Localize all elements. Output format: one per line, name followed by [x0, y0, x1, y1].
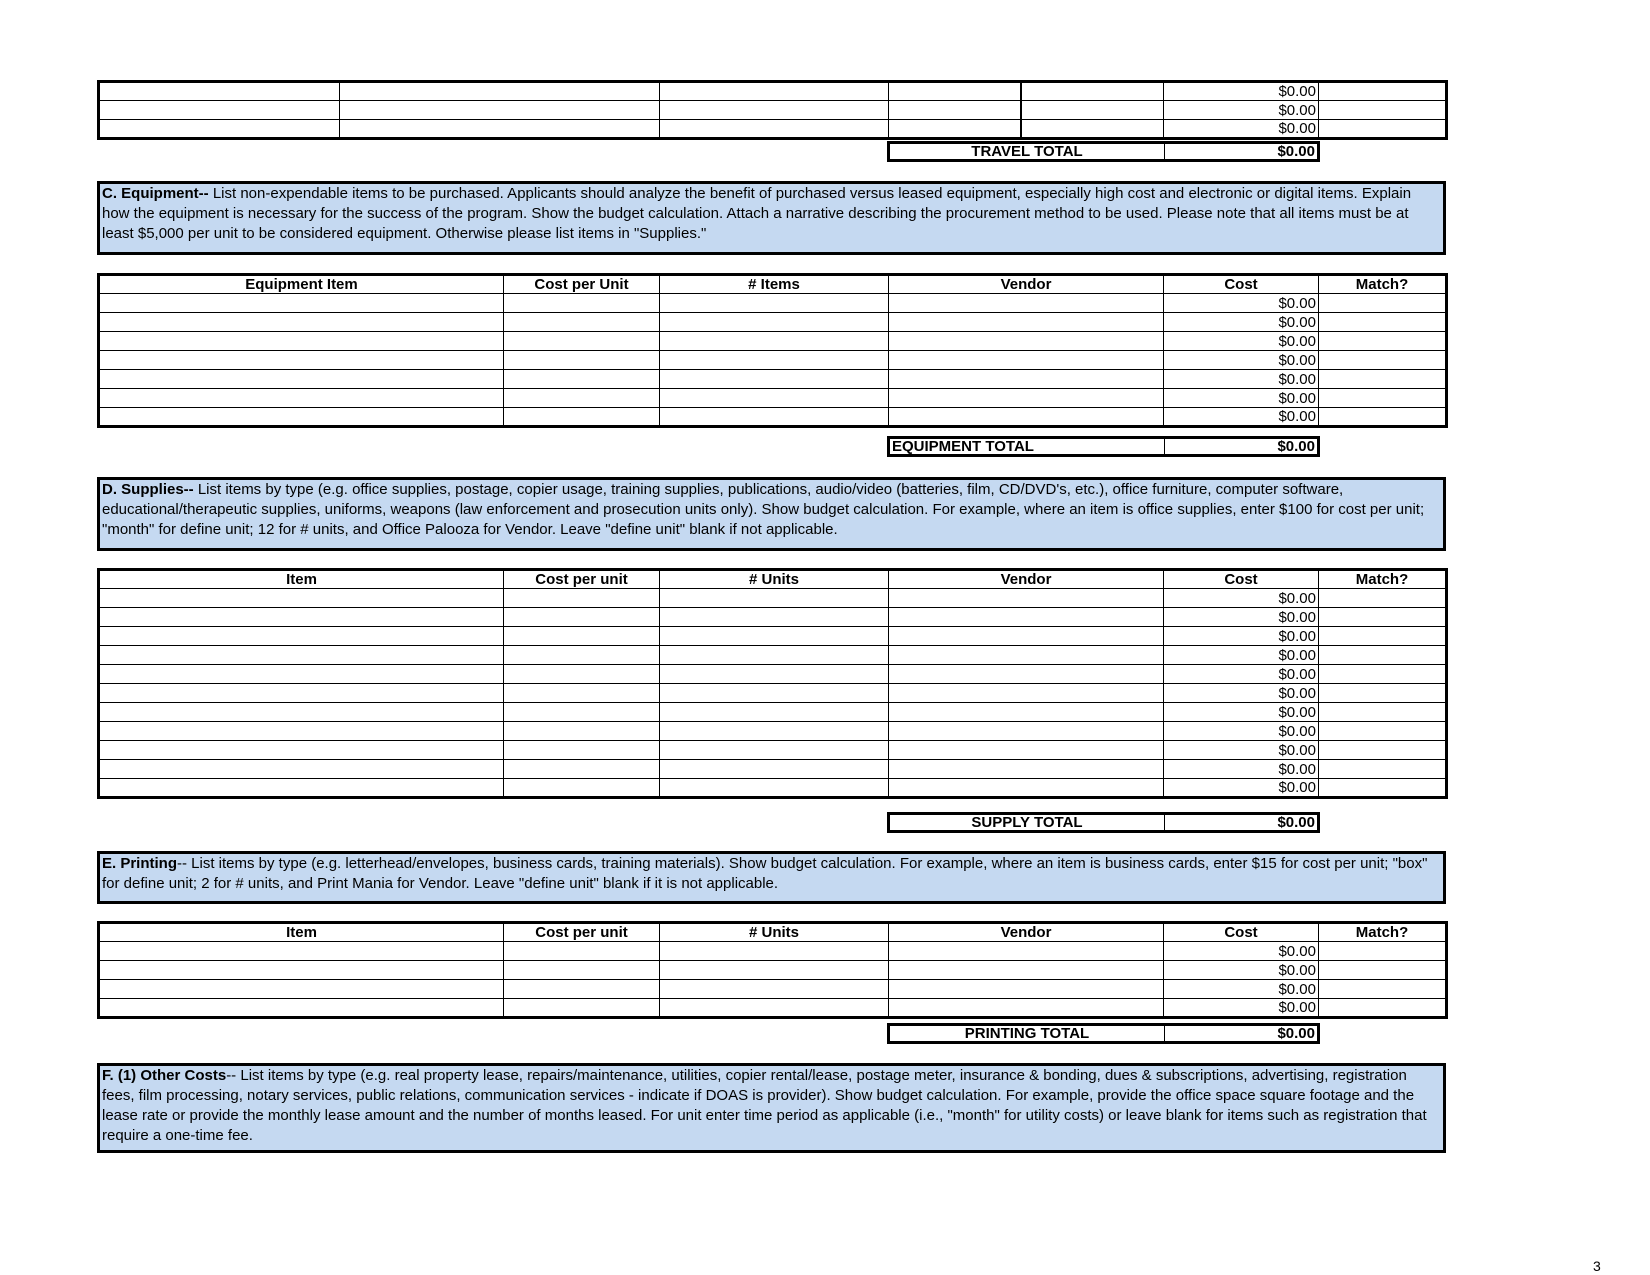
entry-cell[interactable] [1319, 942, 1447, 961]
column-header: # Units [660, 570, 889, 589]
printing-note-title: E. Printing [102, 855, 177, 872]
entry-cell[interactable] [1319, 760, 1447, 779]
supplies-table [97, 568, 1448, 799]
entry-cell[interactable] [889, 961, 1164, 980]
entry-cell[interactable] [504, 942, 660, 961]
entry-cell[interactable] [504, 408, 660, 427]
table-header-row [99, 923, 1447, 942]
equipment-total-row [887, 436, 1320, 457]
column-header: Vendor [889, 570, 1164, 589]
table-row [99, 942, 1447, 961]
entry-cell[interactable] [660, 408, 889, 427]
table-row [99, 627, 1447, 646]
entry-cell[interactable] [889, 332, 1164, 351]
entry-cell[interactable] [99, 589, 504, 608]
table-row [99, 389, 1447, 408]
column-header: Cost [1164, 923, 1319, 942]
cost-cell: $0.00 [1164, 408, 1319, 427]
cost-cell: $0.00 [1164, 332, 1319, 351]
entry-cell[interactable] [99, 646, 504, 665]
entry-cell[interactable] [99, 351, 504, 370]
entry-cell[interactable] [504, 589, 660, 608]
entry-cell[interactable] [889, 627, 1164, 646]
printing-total-value: $0.00 [1277, 1025, 1315, 1042]
column-header: Cost [1164, 275, 1319, 294]
entry-cell[interactable] [504, 779, 660, 798]
supplies-note-title: D. Supplies-- [102, 481, 194, 498]
entry-cell[interactable] [99, 120, 340, 139]
entry-cell[interactable] [1319, 294, 1447, 313]
printing-table [97, 921, 1448, 1019]
entry-cell[interactable] [889, 101, 1021, 120]
entry-cell[interactable] [99, 722, 504, 741]
entry-cell[interactable] [99, 980, 504, 999]
entry-cell[interactable] [1319, 313, 1447, 332]
cost-cell: $0.00 [1164, 999, 1319, 1018]
entry-cell[interactable] [889, 646, 1164, 665]
entry-cell[interactable] [1319, 332, 1447, 351]
cost-cell: $0.00 [1164, 665, 1319, 684]
entry-cell[interactable] [660, 703, 889, 722]
entry-cell[interactable] [504, 332, 660, 351]
column-header: Match? [1319, 275, 1447, 294]
entry-cell[interactable] [889, 370, 1164, 389]
equipment-total-value: $0.00 [1277, 438, 1315, 455]
column-header: Cost per unit [504, 923, 660, 942]
cost-cell: $0.00 [1164, 741, 1319, 760]
entry-cell[interactable] [504, 389, 660, 408]
travel-table [97, 80, 1448, 140]
table-row [99, 589, 1447, 608]
entry-cell[interactable] [99, 82, 340, 101]
entry-cell[interactable] [660, 760, 889, 779]
equipment-table [97, 273, 1448, 428]
entry-cell[interactable] [99, 760, 504, 779]
entry-cell[interactable] [99, 389, 504, 408]
entry-cell[interactable] [889, 389, 1164, 408]
cost-cell: $0.00 [1164, 760, 1319, 779]
travel-total-label: TRAVEL TOTAL [890, 144, 1165, 159]
entry-cell[interactable] [660, 101, 889, 120]
entry-cell[interactable] [504, 741, 660, 760]
entry-cell[interactable] [660, 961, 889, 980]
entry-cell[interactable] [889, 665, 1164, 684]
cost-cell: $0.00 [1164, 389, 1319, 408]
cost-cell: $0.00 [1164, 120, 1319, 139]
cost-cell: $0.00 [1164, 779, 1319, 798]
entry-cell[interactable] [660, 294, 889, 313]
entry-cell[interactable] [504, 999, 660, 1018]
entry-cell[interactable] [1319, 389, 1447, 408]
entry-cell[interactable] [889, 589, 1164, 608]
entry-cell[interactable] [1319, 665, 1447, 684]
entry-cell[interactable] [889, 779, 1164, 798]
column-header: Item [99, 570, 504, 589]
equipment-note-text: List non-expendable items to be purchased. Applicants should analyze the benefit of purchased versus leased equipment, especially high cost and electronic or digital items. Explain how the equipment is necessary for the success of the program. Show the budget calculation. Attach a narrative describing the procurement method to be used. Please note that all items must be at least $5,000 per unit to be considered equipment. Otherwise please list items in "Supplies." [102, 185, 1412, 242]
table-row [99, 120, 1447, 139]
entry-cell[interactable] [660, 684, 889, 703]
table-row [99, 980, 1447, 999]
travel-total-value: $0.00 [1277, 143, 1315, 160]
cost-cell: $0.00 [1164, 961, 1319, 980]
column-header: # Units [660, 923, 889, 942]
entry-cell[interactable] [1021, 120, 1164, 139]
column-header: Vendor [889, 923, 1164, 942]
entry-cell[interactable] [1319, 779, 1447, 798]
entry-cell[interactable] [340, 82, 660, 101]
entry-cell[interactable] [1319, 961, 1447, 980]
entry-cell[interactable] [504, 627, 660, 646]
entry-cell[interactable] [1319, 646, 1447, 665]
entry-cell[interactable] [1319, 370, 1447, 389]
table-row [99, 684, 1447, 703]
entry-cell[interactable] [99, 999, 504, 1018]
entry-cell[interactable] [660, 120, 889, 139]
supplies-note-text: List items by type (e.g. office supplies, postage, copier usage, training supplies, publications, audio/video (batteries, film, CD/DVD's, etc.), office furniture, computer software, educational/therapeutic supplies, uniforms, weapons (law enforcement and prosecution units only). Show budget calculation. For example, where an item is office supplies, enter $100 for cost per unit; "month" for define unit; 12 for # units, and Office Palooza for Vendor. Leave "define unit" blank if not applicable. [102, 481, 1425, 538]
entry-cell[interactable] [1319, 627, 1447, 646]
entry-cell[interactable] [889, 82, 1021, 101]
page-number: 3 [1593, 1258, 1601, 1274]
cost-cell: $0.00 [1164, 608, 1319, 627]
cost-cell: $0.00 [1164, 351, 1319, 370]
other-costs-note-title: F. (1) Other Costs [102, 1067, 227, 1084]
printing-total-row [887, 1023, 1320, 1044]
column-header: Vendor [889, 275, 1164, 294]
entry-cell[interactable] [504, 980, 660, 999]
printing-total-label: PRINTING TOTAL [890, 1026, 1165, 1041]
supply-total-value: $0.00 [1277, 814, 1315, 831]
equipment-total-label: EQUIPMENT TOTAL [890, 439, 1165, 454]
entry-cell[interactable] [1319, 351, 1447, 370]
entry-cell[interactable] [660, 999, 889, 1018]
entry-cell[interactable] [1319, 741, 1447, 760]
cost-cell: $0.00 [1164, 980, 1319, 999]
table-row [99, 646, 1447, 665]
supply-total-label: SUPPLY TOTAL [890, 815, 1165, 830]
entry-cell[interactable] [99, 332, 504, 351]
entry-cell[interactable] [660, 627, 889, 646]
entry-cell[interactable] [889, 999, 1164, 1018]
cost-cell: $0.00 [1164, 722, 1319, 741]
entry-cell[interactable] [1021, 82, 1164, 101]
entry-cell[interactable] [889, 703, 1164, 722]
entry-cell[interactable] [660, 82, 889, 101]
entry-cell[interactable] [504, 608, 660, 627]
equipment-instructions [97, 181, 1446, 255]
table-row [99, 408, 1447, 427]
cost-cell: $0.00 [1164, 627, 1319, 646]
table-row [99, 760, 1447, 779]
entry-cell[interactable] [99, 101, 340, 120]
table-row [99, 722, 1447, 741]
entry-cell[interactable] [504, 684, 660, 703]
entry-cell[interactable] [504, 961, 660, 980]
equipment-note-title: C. Equipment-- [102, 185, 209, 202]
entry-cell[interactable] [1319, 120, 1447, 139]
entry-cell[interactable] [1021, 101, 1164, 120]
table-row [99, 665, 1447, 684]
column-header: Cost [1164, 570, 1319, 589]
table-row [99, 294, 1447, 313]
cost-cell: $0.00 [1164, 313, 1319, 332]
entry-cell[interactable] [660, 646, 889, 665]
entry-cell[interactable] [99, 703, 504, 722]
entry-cell[interactable] [504, 665, 660, 684]
entry-cell[interactable] [99, 779, 504, 798]
entry-cell[interactable] [1319, 408, 1447, 427]
travel-total-row [887, 141, 1320, 162]
entry-cell[interactable] [1319, 722, 1447, 741]
table-row [99, 608, 1447, 627]
entry-cell[interactable] [889, 608, 1164, 627]
entry-cell[interactable] [99, 313, 504, 332]
entry-cell[interactable] [1319, 684, 1447, 703]
entry-cell[interactable] [660, 942, 889, 961]
entry-cell[interactable] [660, 665, 889, 684]
entry-cell[interactable] [660, 722, 889, 741]
cost-cell: $0.00 [1164, 294, 1319, 313]
column-header: Cost per Unit [504, 275, 660, 294]
entry-cell[interactable] [504, 313, 660, 332]
printing-note-text: -- List items by type (e.g. letterhead/envelopes, business cards, training materials). Show budget calculation. For example, where an item is business cards, enter $15 for cost per unit; "box" for define unit; 2 for # units, and Print Mania for Vendor. Leave "define unit" blank if it is not applicable. [102, 855, 1428, 892]
cost-cell: $0.00 [1164, 370, 1319, 389]
entry-cell[interactable] [660, 608, 889, 627]
entry-cell[interactable] [1319, 82, 1447, 101]
cost-cell: $0.00 [1164, 942, 1319, 961]
table-header-row [99, 275, 1447, 294]
entry-cell[interactable] [889, 351, 1164, 370]
printing-instructions [97, 851, 1446, 904]
table-row [99, 313, 1447, 332]
entry-cell[interactable] [504, 703, 660, 722]
entry-cell[interactable] [504, 722, 660, 741]
table-row [99, 370, 1447, 389]
entry-cell[interactable] [99, 741, 504, 760]
entry-cell[interactable] [99, 627, 504, 646]
table-row [99, 741, 1447, 760]
entry-cell[interactable] [889, 120, 1021, 139]
entry-cell[interactable] [1319, 703, 1447, 722]
other-costs-instructions [97, 1063, 1446, 1153]
cost-cell: $0.00 [1164, 589, 1319, 608]
table-row [99, 961, 1447, 980]
entry-cell[interactable] [1319, 608, 1447, 627]
entry-cell[interactable] [889, 980, 1164, 999]
column-header: Match? [1319, 570, 1447, 589]
entry-cell[interactable] [889, 408, 1164, 427]
entry-cell[interactable] [99, 608, 504, 627]
table-row [99, 779, 1447, 798]
entry-cell[interactable] [1319, 980, 1447, 999]
entry-cell[interactable] [1319, 589, 1447, 608]
entry-cell[interactable] [889, 722, 1164, 741]
cost-cell: $0.00 [1164, 684, 1319, 703]
entry-cell[interactable] [889, 294, 1164, 313]
entry-cell[interactable] [99, 408, 504, 427]
entry-cell[interactable] [340, 101, 660, 120]
column-header: Match? [1319, 923, 1447, 942]
entry-cell[interactable] [504, 351, 660, 370]
entry-cell[interactable] [1319, 999, 1447, 1018]
table-row [99, 101, 1447, 120]
entry-cell[interactable] [340, 120, 660, 139]
entry-cell[interactable] [660, 741, 889, 760]
entry-cell[interactable] [504, 646, 660, 665]
entry-cell[interactable] [99, 684, 504, 703]
entry-cell[interactable] [99, 665, 504, 684]
entry-cell[interactable] [660, 332, 889, 351]
entry-cell[interactable] [889, 313, 1164, 332]
cost-cell: $0.00 [1164, 703, 1319, 722]
entry-cell[interactable] [1319, 101, 1447, 120]
table-row [99, 351, 1447, 370]
entry-cell[interactable] [660, 589, 889, 608]
entry-cell[interactable] [99, 942, 504, 961]
entry-cell[interactable] [660, 351, 889, 370]
table-row [99, 999, 1447, 1018]
table-row [99, 703, 1447, 722]
entry-cell[interactable] [504, 370, 660, 389]
column-header: Cost per unit [504, 570, 660, 589]
entry-cell[interactable] [660, 313, 889, 332]
column-header: # Items [660, 275, 889, 294]
entry-cell[interactable] [99, 961, 504, 980]
entry-cell[interactable] [504, 760, 660, 779]
cost-cell: $0.00 [1164, 646, 1319, 665]
table-header-row [99, 570, 1447, 589]
entry-cell[interactable] [660, 980, 889, 999]
entry-cell[interactable] [660, 370, 889, 389]
cost-cell: $0.00 [1164, 82, 1319, 101]
entry-cell[interactable] [889, 942, 1164, 961]
entry-cell[interactable] [660, 389, 889, 408]
entry-cell[interactable] [889, 760, 1164, 779]
entry-cell[interactable] [99, 294, 504, 313]
entry-cell[interactable] [889, 684, 1164, 703]
column-header: Item [99, 923, 504, 942]
entry-cell[interactable] [504, 294, 660, 313]
table-row [99, 332, 1447, 351]
supplies-instructions [97, 477, 1446, 551]
table-row [99, 82, 1447, 101]
entry-cell[interactable] [660, 779, 889, 798]
supply-total-row [887, 812, 1320, 833]
entry-cell[interactable] [889, 741, 1164, 760]
column-header: Equipment Item [99, 275, 504, 294]
other-costs-note-text: -- List items by type (e.g. real property lease, repairs/maintenance, utilities, copier rental/lease, postage meter, insurance & bonding, dues & subscriptions, advertising, registration fees, film processing, notary services, public relations, communication services - indicate if DOAS is provider). Show budget calculation. For example, provide the office space square footage and the lease rate or provide the monthly lease amount and the number of months leased. For unit enter time period as applicable (i.e., "month" for utility costs) or leave blank for items such as registration that require a one-time fee. [102, 1067, 1427, 1144]
entry-cell[interactable] [99, 370, 504, 389]
cost-cell: $0.00 [1164, 101, 1319, 120]
